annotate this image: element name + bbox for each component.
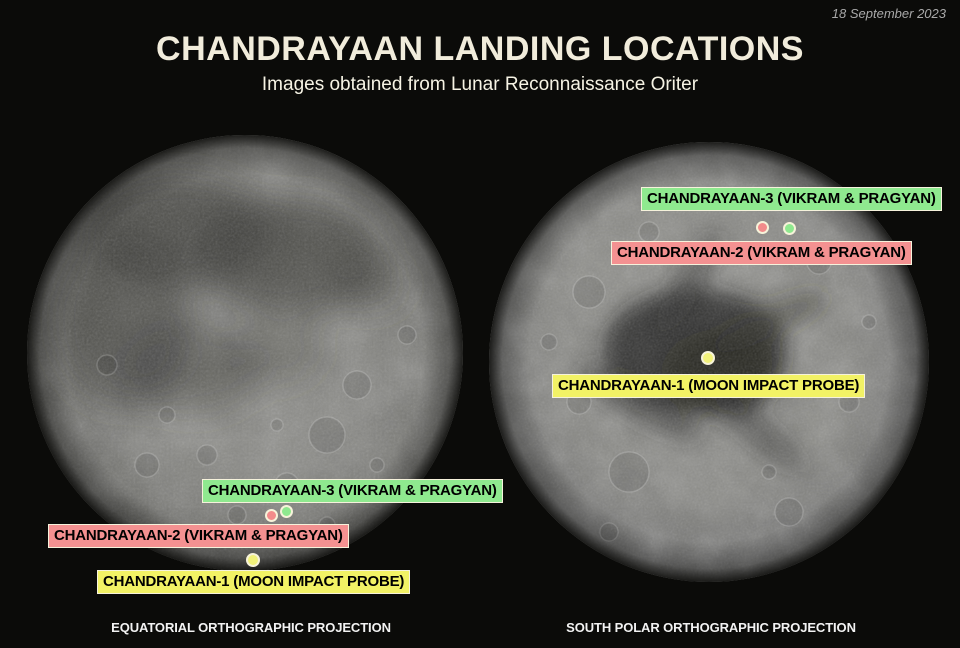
caption-south-polar-projection: SOUTH POLAR ORTHOGRAPHIC PROJECTION bbox=[566, 620, 856, 635]
right-marker-chandrayaan-2-icon bbox=[756, 221, 769, 234]
caption-equatorial-projection: EQUATORIAL ORTHOGRAPHIC PROJECTION bbox=[111, 620, 391, 635]
left-label-chandrayaan-3: CHANDRAYAAN-3 (VIKRAM & PRAGYAN) bbox=[202, 479, 503, 503]
left-marker-chandrayaan-1-icon bbox=[246, 553, 260, 567]
page-subtitle: Images obtained from Lunar Reconnaissance Oriter bbox=[261, 74, 699, 95]
left-label-chandrayaan-1: CHANDRAYAAN-1 (MOON IMPACT PROBE) bbox=[97, 570, 410, 594]
moon-equatorial-graphic bbox=[27, 135, 463, 571]
right-marker-chandrayaan-3-icon bbox=[783, 222, 796, 235]
moon-equatorial-image bbox=[27, 135, 463, 571]
right-marker-chandrayaan-1-icon bbox=[701, 351, 715, 365]
left-marker-chandrayaan-2-icon bbox=[265, 509, 278, 522]
right-label-chandrayaan-2: CHANDRAYAAN-2 (VIKRAM & PRAGYAN) bbox=[611, 241, 912, 265]
right-label-chandrayaan-3: CHANDRAYAAN-3 (VIKRAM & PRAGYAN) bbox=[641, 187, 942, 211]
left-label-chandrayaan-2: CHANDRAYAAN-2 (VIKRAM & PRAGYAN) bbox=[48, 524, 349, 548]
date-text: 18 September 2023 bbox=[831, 6, 946, 21]
right-label-chandrayaan-1: CHANDRAYAAN-1 (MOON IMPACT PROBE) bbox=[552, 374, 865, 398]
left-marker-chandrayaan-3-icon bbox=[280, 505, 293, 518]
page-title: CHANDRAYAAN LANDING LOCATIONS bbox=[156, 30, 804, 68]
